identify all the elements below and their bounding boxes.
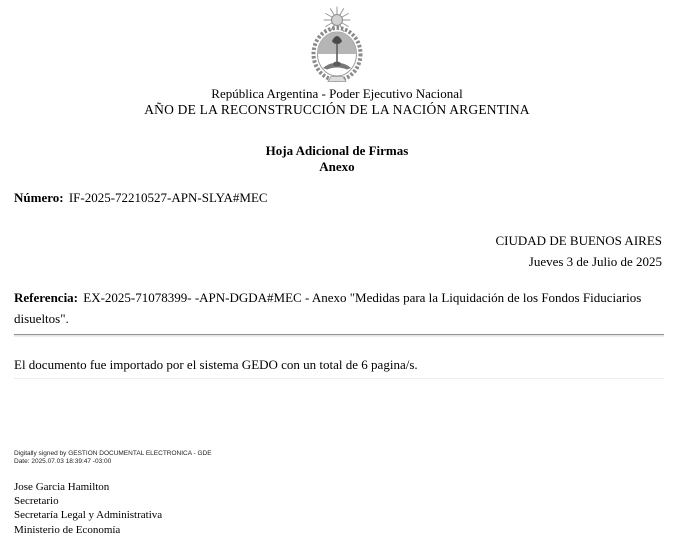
signer-office: Secretaría Legal y Administrativa <box>14 509 163 522</box>
signer-position: Secretario <box>14 495 59 508</box>
digital-signature-line2: Date: 2025.07.03 18:39:47 -03:00 <box>14 458 112 465</box>
argentina-coat-of-arms <box>0 5 674 88</box>
document-subtitle: Anexo <box>319 159 355 174</box>
reference-value: EX-2025-71078399- -APN-DGDA#MEC - Anexo "Medidas para la Liquidación de los Fondos Fiduciarios disueltos". <box>14 290 642 326</box>
digital-signature-stamp <box>14 450 212 466</box>
signer-block <box>14 480 162 537</box>
faint-separator-line <box>14 378 664 379</box>
coat-of-arms-icon <box>293 5 381 83</box>
digital-signature-line1: Digitally signed by GESTION DOCUMENTAL ELECTRONICA - GDE <box>14 450 212 457</box>
import-note: El documento fue importado por el sistema GEDO con un total de 6 pagina/s. <box>14 357 418 372</box>
document-number-row <box>14 190 268 206</box>
signer-name: Jose Garcia Hamilton <box>14 481 110 493</box>
header-republic-line: República Argentina - Poder Ejecutivo Nacional <box>211 86 463 101</box>
number-label: Número: <box>14 190 64 205</box>
header-year-line: AÑO DE LA RECONSTRUCCIÓN DE LA NACIÓN ARGENTINA <box>144 102 530 117</box>
reference-row <box>14 287 656 329</box>
separator-line <box>14 334 664 337</box>
city-line: CIUDAD DE BUENOS AIRES <box>495 233 662 248</box>
document-title: Hoja Adicional de Firmas <box>265 143 409 158</box>
reference-label: Referencia: <box>14 290 79 305</box>
signer-ministry: Ministerio de Economía <box>14 523 121 536</box>
date-line: Jueves 3 de Julio de 2025 <box>528 254 662 269</box>
number-value: IF-2025-72210527-APN-SLYA#MEC <box>68 190 268 205</box>
